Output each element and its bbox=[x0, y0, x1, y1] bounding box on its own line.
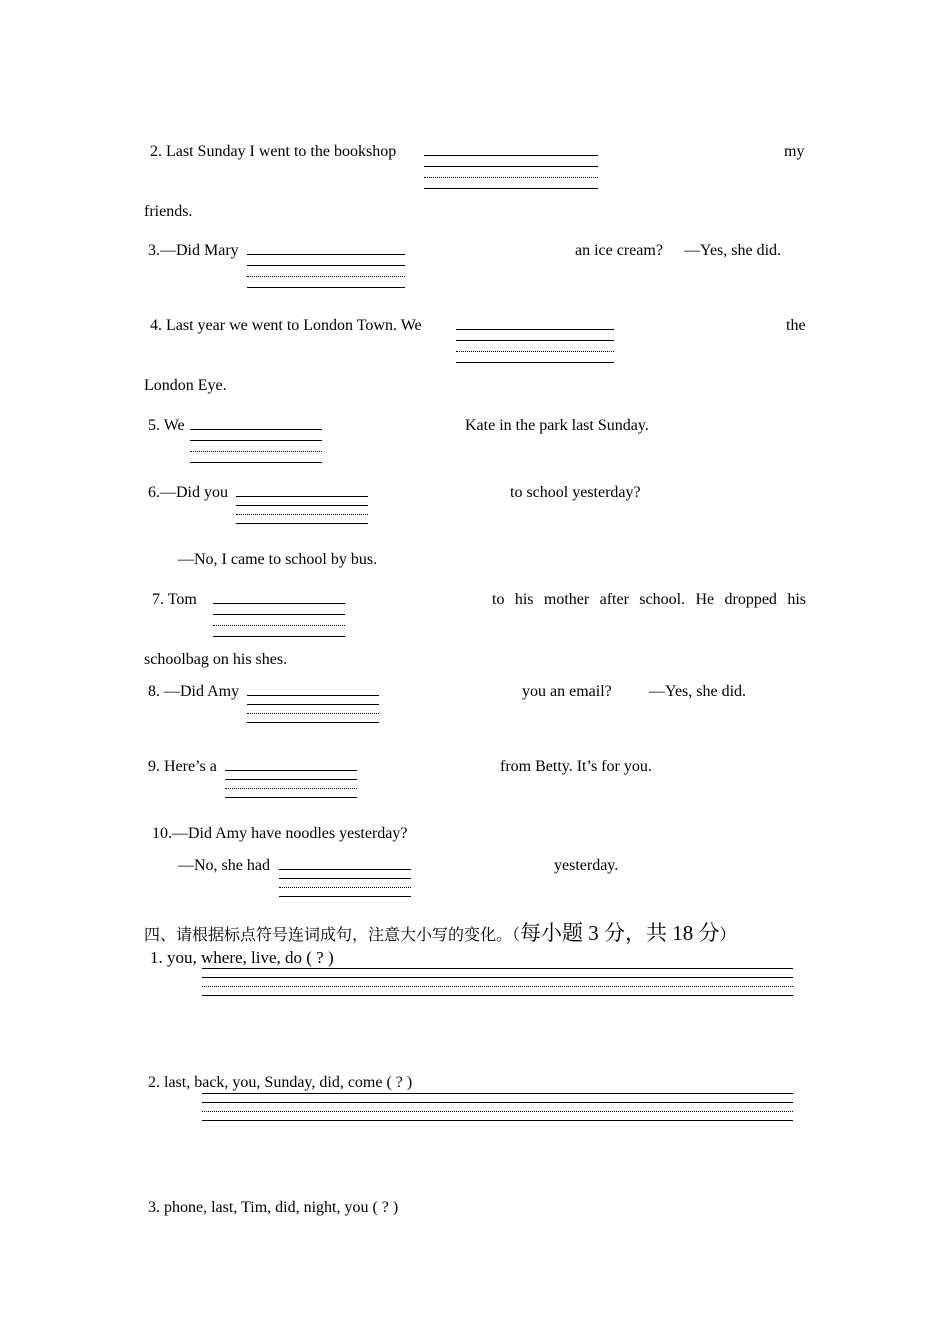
q4-text: 4. Last year we went to London Town. We bbox=[150, 317, 422, 334]
q7-text: 7. Tom bbox=[152, 591, 197, 608]
q3-answer-blank[interactable] bbox=[247, 254, 405, 290]
q10-question: 10.—Did Amy have noodles yesterday? bbox=[152, 825, 408, 842]
s4-item-2-answer-lines[interactable] bbox=[202, 1093, 793, 1123]
q3-text: 3.—Did Mary bbox=[148, 242, 239, 259]
q10-text-end: yesterday. bbox=[554, 857, 619, 874]
q2-text: 2. Last Sunday I went to the bookshop bbox=[150, 143, 397, 160]
q10-answer-text: —No, she had bbox=[178, 857, 270, 874]
s4-item-2: 2. last, back, you, Sunday, did, come ( ? ) bbox=[148, 1074, 413, 1091]
q8-answer-blank[interactable] bbox=[247, 695, 379, 725]
s4-item-3: 3. phone, last, Tim, did, night, you ( ? ) bbox=[148, 1199, 399, 1216]
q9-answer-blank[interactable] bbox=[225, 770, 357, 800]
q6-answer: —No, I came to school by bus. bbox=[178, 551, 378, 568]
q10-answer-blank[interactable] bbox=[279, 869, 411, 899]
q4-continuation: London Eye. bbox=[144, 377, 227, 394]
q8-text: 8. —Did Amy bbox=[148, 683, 240, 700]
q6-text: 6.—Did you bbox=[148, 484, 228, 501]
section4-close: ） bbox=[719, 927, 736, 944]
q3-answer: —Yes, she did. bbox=[684, 242, 782, 259]
q3-text-end: an ice cream? bbox=[575, 242, 663, 259]
q7-text-end: to his mother after school. He dropped his bbox=[492, 591, 806, 608]
section4-heading bbox=[144, 921, 736, 948]
q4-text-end: the bbox=[786, 317, 806, 334]
q7-continuation: schoolbag on his shes. bbox=[144, 651, 288, 668]
s4-item-1: 1. you, where, live, do ( ? ) bbox=[150, 948, 334, 967]
q5-answer-blank[interactable] bbox=[190, 429, 322, 465]
q6-text-end: to school yesterday? bbox=[510, 484, 641, 501]
q5-text: 5. We bbox=[148, 417, 185, 434]
q4-answer-blank[interactable] bbox=[456, 329, 614, 365]
s4-item-1-answer-lines[interactable] bbox=[202, 968, 793, 998]
section4-title: 四、请根据标点符号连词成句，注意大小写的变化。（ bbox=[144, 927, 521, 944]
q5-text-end: Kate in the park last Sunday. bbox=[465, 417, 649, 434]
q6-answer-blank[interactable] bbox=[236, 496, 368, 526]
q2-answer-blank[interactable] bbox=[424, 155, 598, 191]
q8-text-end: you an email? bbox=[522, 683, 612, 700]
q2-continuation: friends. bbox=[144, 203, 193, 220]
q8-answer: —Yes, she did. bbox=[649, 683, 747, 700]
q7-answer-blank[interactable] bbox=[213, 603, 345, 639]
q2-text-end: my bbox=[784, 143, 805, 160]
section4-score: 每小题 3 分，共 18 分 bbox=[520, 921, 720, 945]
q9-text: 9. Here’s a bbox=[148, 758, 217, 775]
q9-text-end: from Betty. It’s for you. bbox=[500, 758, 652, 775]
